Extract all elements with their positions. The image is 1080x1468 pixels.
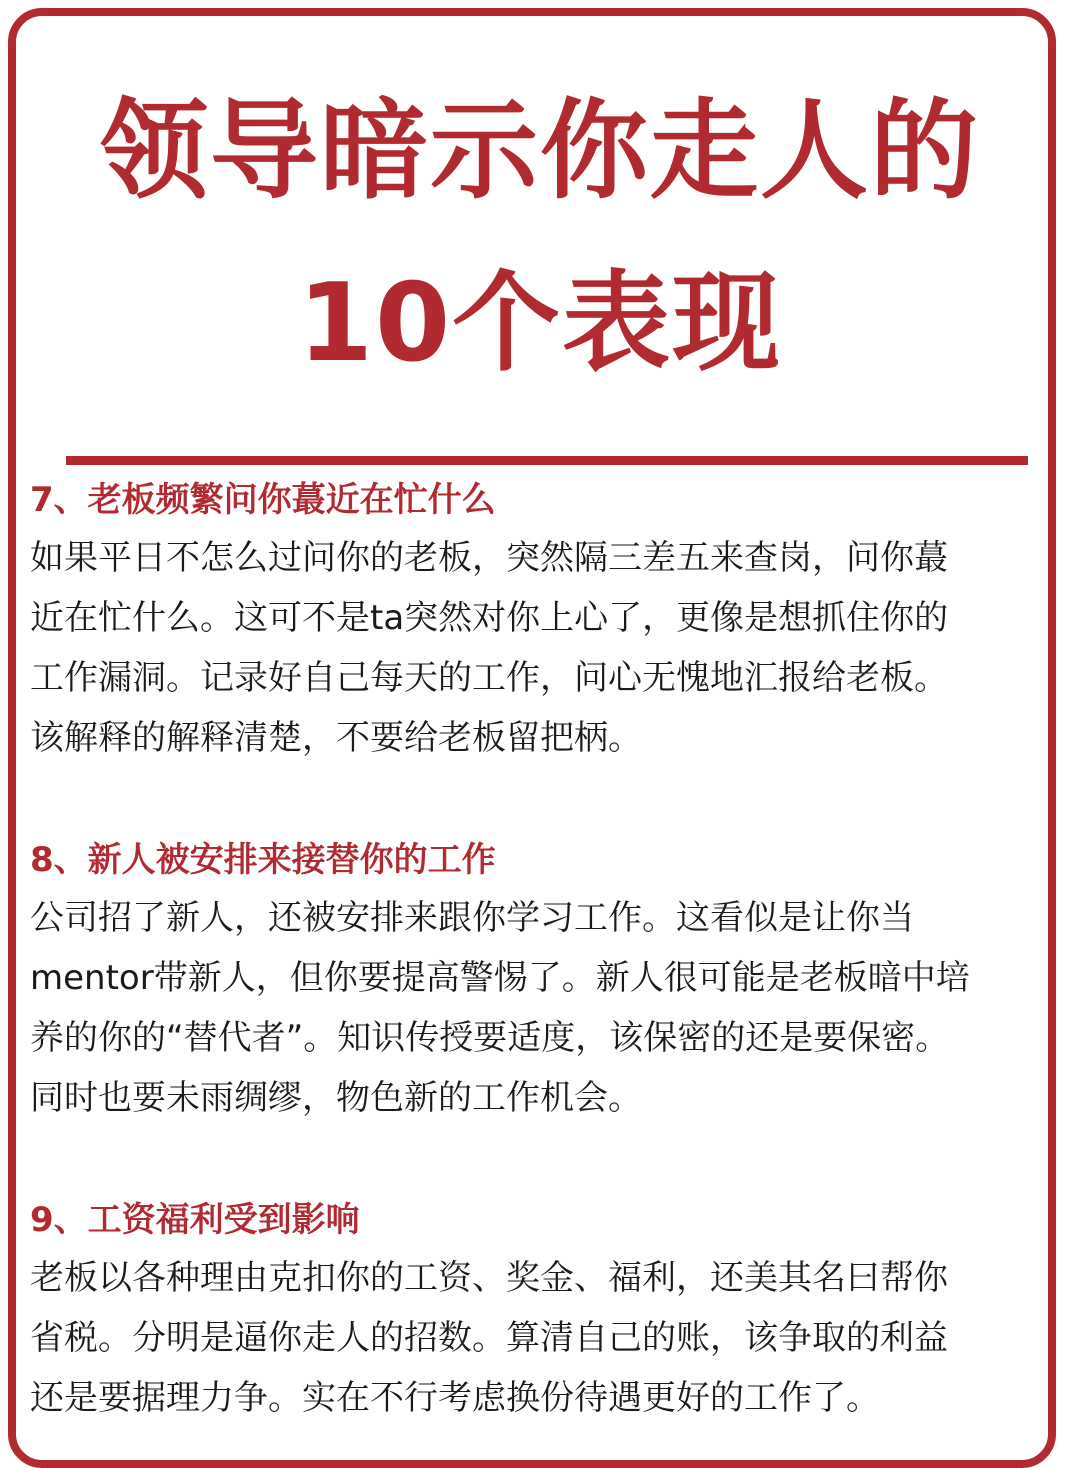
body-line: 近在忙什么。这可不是ta突然对你上心了，更像是想抓住你的 [30,598,949,638]
body-line: 该解释的解释清楚，不要给老板留把柄。 [30,718,642,758]
section-9 [30,1200,1060,1428]
body-line: 工作漏洞。记录好自己每天的工作，问心无愧地汇报给老板。 [30,658,948,698]
section-body [30,888,1060,1128]
body-line: 如果平日不怎么过问你的老板，突然隔三差五来查岗，问你蕞 [30,538,948,578]
section-heading: 9、工资福利受到影响 [30,1200,360,1240]
body-line: 养的你的“替代者”。知识传授要适度，该保密的还是要保密。 [30,1018,950,1058]
body-line: 同时也要未雨绸缪，物色新的工作机会。 [30,1078,642,1118]
section-7 [30,480,1060,768]
title-divider [66,456,1028,465]
section-8 [30,840,1060,1128]
body-line: 老板以各种理由克扣你的工资、奖金、福利，还美其名曰帮你 [30,1258,948,1298]
page-title-line-2: 10个表现 [297,261,783,386]
body-line: 还是要据理力争。实在不行考虑换份待遇更好的工作了。 [30,1378,880,1418]
page-title-line-1: 领导暗示你走人的 [99,89,980,214]
body-line: mentor带新人，但你要提高警惕了。新人很可能是老板暗中培 [30,958,970,998]
section-heading: 8、新人被安排来接替你的工作 [30,840,496,880]
section-body [30,1248,1060,1428]
body-line: 省税。分明是逼你走人的招数。算清自己的账，该争取的利益 [30,1318,948,1358]
section-heading: 7、老板频繁问你蕞近在忙什么 [30,480,496,520]
body-line: 公司招了新人，还被安排来跟你学习工作。这看似是让你当 [30,898,914,938]
section-body [30,528,1060,768]
